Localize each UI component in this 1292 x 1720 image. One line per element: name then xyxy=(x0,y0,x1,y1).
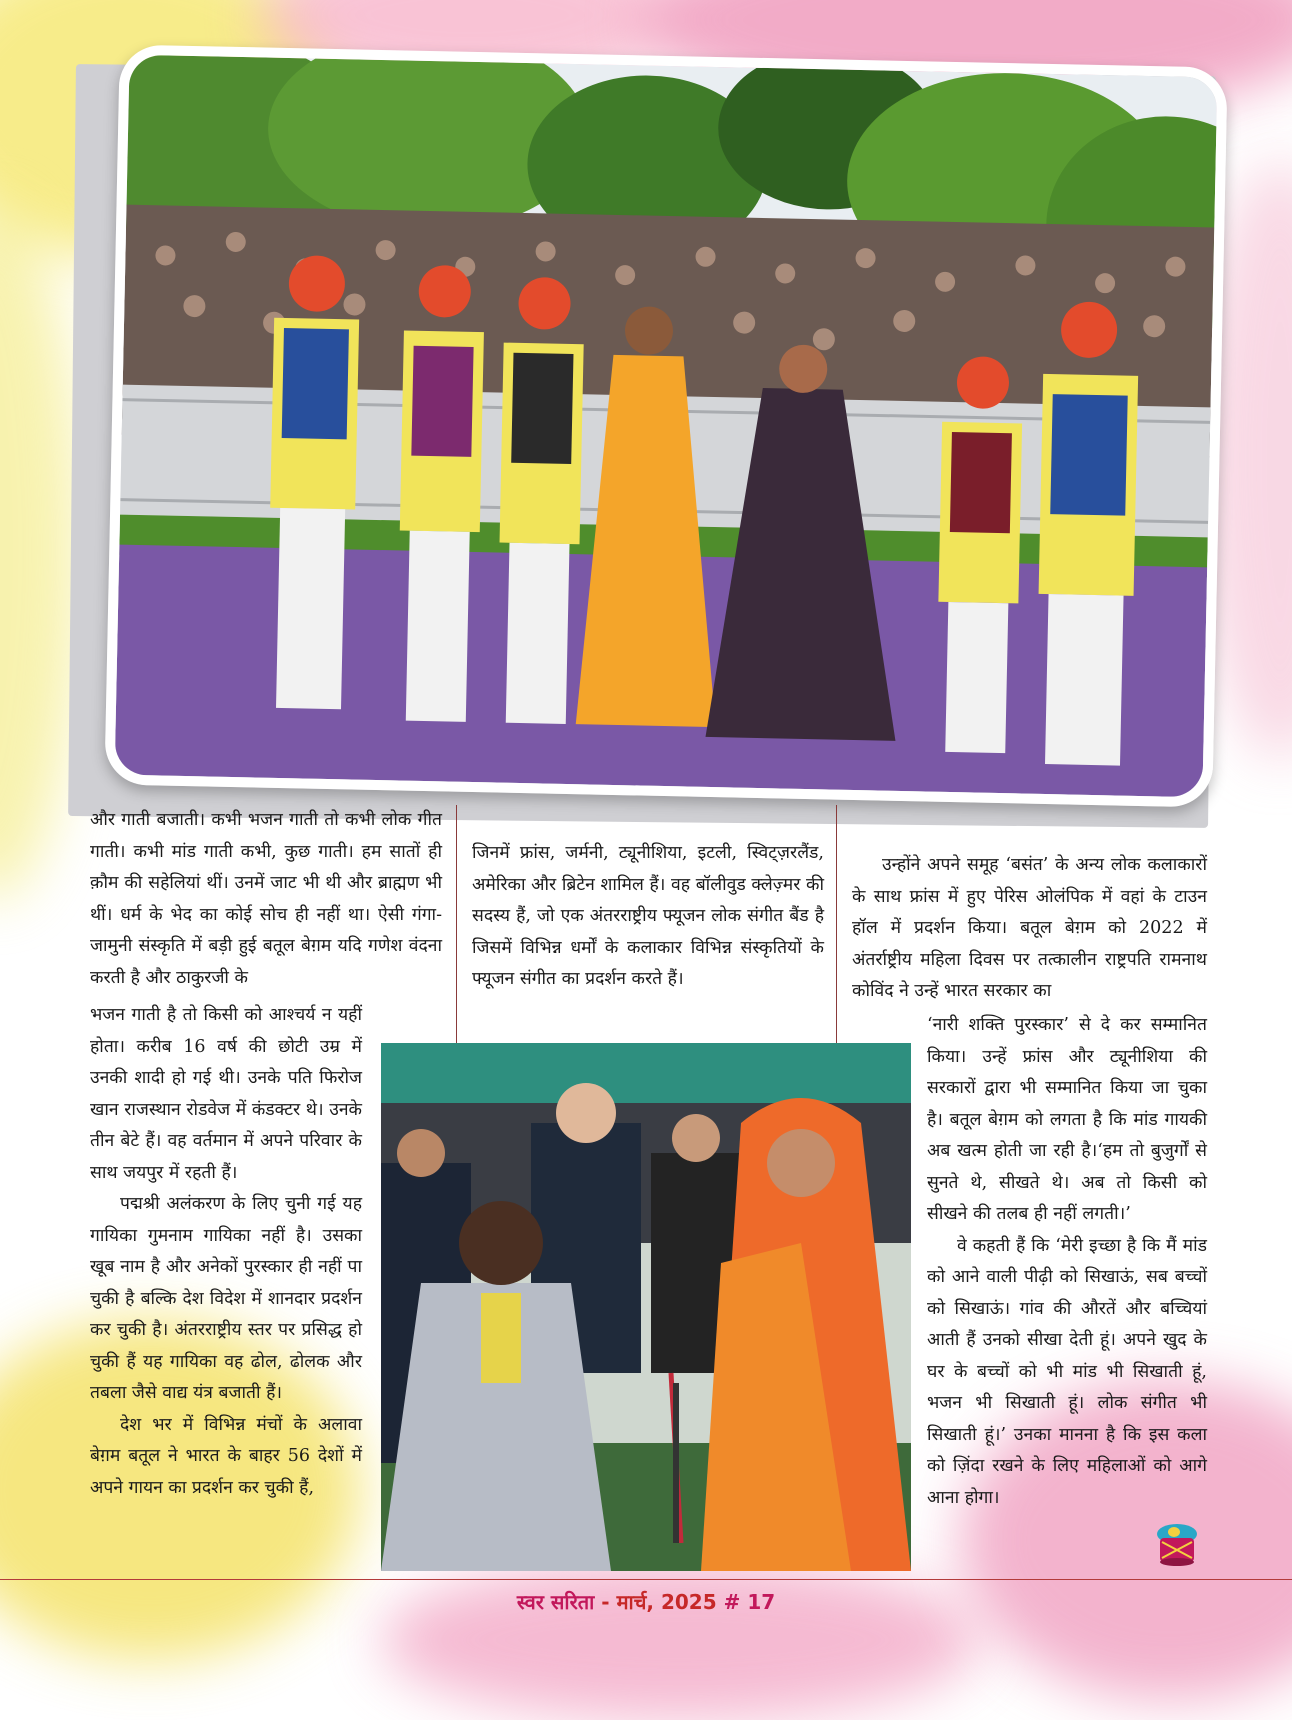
column-rule xyxy=(456,805,457,1045)
article-column-1 xyxy=(90,805,442,994)
footer-rule xyxy=(0,1579,1292,1580)
article-column-2 xyxy=(472,838,824,996)
bottom-photo-reception xyxy=(381,1043,911,1571)
page-number: # 17 xyxy=(716,1590,776,1614)
article-column-1-continued xyxy=(90,1000,362,1504)
article-column-3 xyxy=(852,850,1207,1008)
article-paragraph: भजन गाती है तो किसी को आश्चर्य न यहीं होता। करीब 16 वर्ष की छोटी उम्र में उनकी शादी हो गई थी। उनके पति फिरोज खान राजस्थान रोडवेज में कंडक्टर थे। उनके तीन बेटे हैं। वह वर्तमान में अपने परिवार के साथ जयपुर में रहती हैं। xyxy=(90,1005,362,1183)
article-paragraph: ‘नारी शक्ति पुरस्कार’ से दे कर सम्मानित किया। उन्हें फ्रांस और ट्यूनीशिया की सरकारों द्वारा भी सम्मानित किया जा चुका है। बतूल बेग़म को लगता है कि मांड गायकी अब खत्म होती जा रही है।‘हम तो बुजुर्गों से सुनते थे, सीखते थे। अब तो किसी को सीखने की तलब ही नहीं लगती।’ xyxy=(927,1015,1207,1224)
issue-date: मार्च, 2025 xyxy=(616,1590,717,1614)
article-paragraph: देश भर में विभिन्न मंचों के अलावा बेग़म बतूल ने भारत के बाहर 56 देशों में अपने गायन का प्रदर्शन कर चुकी हैं, xyxy=(90,1414,362,1498)
article-paragraph: उन्होंने अपने समूह ‘बसंत’ के अन्य लोक कलाकारों के साथ फ्रांस में हुए पेरिस ओलंपिक में वहां के टाउन हॉल में प्रदर्शन किया। बतूल बेग़म को 2022 में अंतर्राष्ट्रीय महिला दिवस पर तत्कालीन राष्ट्रपति रामनाथ कोविंद ने उन्हें भारत सरकार का xyxy=(852,855,1207,1001)
column-rule xyxy=(836,805,837,1045)
top-photo-performers xyxy=(104,44,1227,807)
holi-splash-pink xyxy=(380,1560,980,1720)
drum-logo-icon xyxy=(1152,1520,1202,1568)
article-paragraph: पद्मश्री अलंकरण के लिए चुनी गई यह गायिका गुमनाम गायिका नहीं है। उसका खूब नाम है और अनेकों पुरस्कार ही नहीं पा चुकी है बल्कि देश विदेश में शानदार प्रदर्शन कर चुकी है। अंतरराष्ट्रीय स्तर पर प्रसिद्ध हो चुकी हैं यह गायिका वह ढोल, ढोलक और तबला जैसे वाद्य यंत्र बजाती हैं। xyxy=(90,1194,362,1403)
article-column-3-continued xyxy=(927,1010,1207,1514)
footer-separator: - xyxy=(594,1590,617,1614)
article-paragraph: जिनमें फ्रांस, जर्मनी, ट्यूनीशिया, इटली, स्विट्ज़रलैंड, अमेरिका और ब्रिटेन शामिल हैं। वह बॉलीवुड क्लेज़्मर की सदस्य हैं, जो एक अंतरराष्ट्रीय फ्यूजन लोक संगीत बैंड है जिसमें विभिन्न धर्मों के कलाकार विभिन्न संस्कृतियों के फ्यूजन संगीत का प्रदर्शन करते हैं। xyxy=(472,843,824,989)
article-paragraph: वे कहती हैं कि ‘मेरी इच्छा है कि मैं मांड को आने वाली पीढ़ी को सिखाऊं, सब बच्चों को सिखाऊं। गांव की औरतें और बच्चियां आती हैं उनको सीखा देती हूं। अपने खुद के घर के बच्चों को भी मांड भी सिखाती हूं, भजन भी सिखाती हूं। लोक संगीत भी सिखाती हूं।’ उनका मानना है कि इस कला को ज़िंदा रखने के लिए महिलाओं को आगे आना होगा। xyxy=(927,1235,1207,1508)
page-footer xyxy=(0,1588,1292,1615)
magazine-name: स्वर सरिता xyxy=(516,1590,595,1614)
article-paragraph: और गाती बजाती। कभी भजन गाती तो कभी लोक गीत गाती। कभी मांड गाती कभी, कुछ गाती। हम सातों ही क़ौम की सहेलियां थीं। उनमें जाट भी थी और ब्राह्मण भी थीं। धर्म के भेद का कोई सोच ही नहीं था। ऐसी गंगा-जामुनी संस्कृति में बड़ी हुई बतूल बेग़म यदि गणेश वंदना करती है और ठाकुरजी के xyxy=(90,810,442,988)
